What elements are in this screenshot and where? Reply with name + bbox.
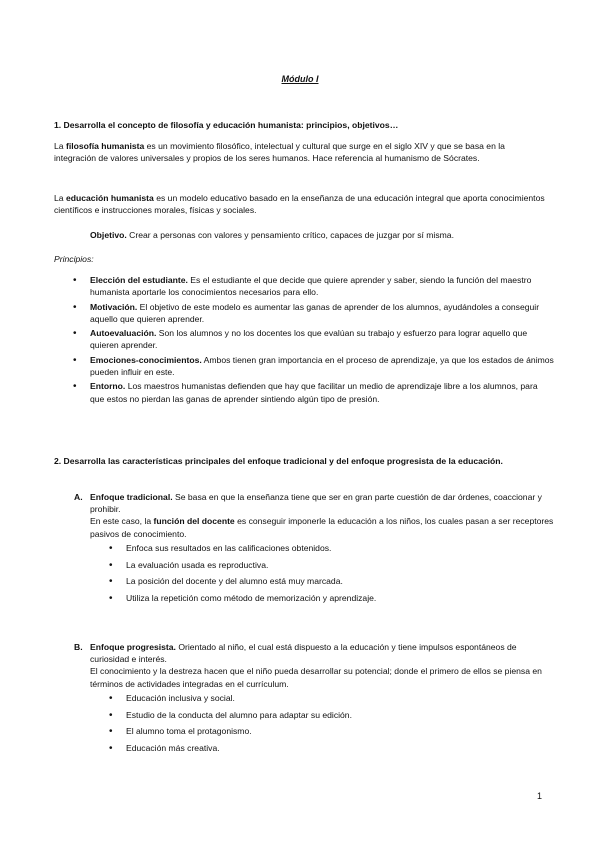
list-item: • Enfoca sus resultados en las calificaciones obtenidos. xyxy=(90,542,554,554)
text: es conseguir imponerle la educación a los niños, los cuales pasan a ser receptores pasivos de conocimiento. xyxy=(90,516,554,539)
principios-list xyxy=(54,274,554,407)
list-item: • Educación más creativa. xyxy=(90,742,554,754)
principios-label: Principios: xyxy=(54,254,94,264)
bold-term: Objetivo. xyxy=(90,230,127,240)
page-title: Módulo I xyxy=(281,74,319,84)
objetivo-line xyxy=(90,229,560,241)
text: Orientado al niño, el cual está dispuesto a la educación y tiene impulsos espontáneos de curiosidad e interés. xyxy=(90,642,517,665)
bold-term: Enfoque progresista. xyxy=(90,642,176,652)
text: es un modelo educativo basado en la enseñanza de una educación integral que aporta conocimientos científicos e instrucciones morales, físicas y sociales. xyxy=(54,193,545,216)
list-item xyxy=(54,274,554,298)
bold-term: Elección del estudiante. xyxy=(90,275,188,285)
text: En este caso, la xyxy=(90,516,154,527)
page-number: 1 xyxy=(536,791,542,801)
text: Es el estudiante el que decide que quiere aprender y saber, siendo la función del maestro humanista aportarle los conocimientos necesarios para ello. xyxy=(90,275,532,298)
bold-term: Motivación. xyxy=(90,301,138,312)
list-item: • La evaluación usada es reproductiva. xyxy=(90,559,554,571)
list-item: • El alumno toma el protagonismo. xyxy=(90,725,554,737)
text: Crear a personas con valores y pensamiento crítico, capaces de juzgar por sí misma. xyxy=(126,230,454,240)
section-paragraph xyxy=(90,641,554,665)
bold-term: educación humanista xyxy=(65,193,154,203)
section-b-enfoque-progresista xyxy=(74,641,554,759)
bold-term: Enfoque tradicional. xyxy=(90,492,173,502)
paragraph-filosofia-humanista xyxy=(54,140,546,164)
list-item xyxy=(54,301,554,325)
section-a-list xyxy=(90,542,554,604)
section-b-list xyxy=(90,692,554,754)
text: es un movimiento filosófico, intelectual y cultural que surge en el siglo XIV y que se basa en la integración de valores universales y propios de los seres humanos. Hace referencia al humanismo de Sócrates. xyxy=(54,141,505,164)
text: La xyxy=(54,193,66,203)
bold-term: función del docente xyxy=(153,516,235,527)
list-item: • Estudio de la conducta del alumno para adaptar su edición. xyxy=(90,709,554,721)
section-paragraph xyxy=(90,491,554,515)
section-paragraph xyxy=(90,515,554,539)
bold-term: Entorno. xyxy=(90,381,126,392)
text: Se basa en que la enseñanza tiene que ser en gran parte cuestión de dar órdenes, coaccionar y prohibir. xyxy=(90,492,542,515)
bold-term: filosofía humanista xyxy=(65,141,145,151)
section-letter: B. xyxy=(74,642,83,652)
section-letter: A. xyxy=(74,492,83,502)
text: Ambos tienen gran importancia en el proceso de aprendizaje, ya que los estados de ánimos pueden influir en este. xyxy=(90,354,554,377)
text: La xyxy=(54,141,66,151)
section-paragraph: El conocimiento y la destreza hacen que el niño pueda desarrollar su potencial; donde el primero de ellos se piensa en términos de actividades integradas en el currículum. xyxy=(90,666,542,689)
list-item: • La posición del docente y del alumno está muy marcada. xyxy=(90,575,554,587)
list-item: • Educación inclusiva y social. xyxy=(90,692,554,704)
bold-term: Emociones-conocimientos. xyxy=(90,354,202,365)
question-2-heading: 2. Desarrolla las características principales del enfoque tradicional y del enfoque progresista de la educación. xyxy=(54,456,503,466)
text: Los maestros humanistas defienden que hay que facilitar un medio de aprendizaje libre a los alumnos, para que estos no pierdan las ganas de aprender sintiendo algún tipo de presión. xyxy=(90,381,538,404)
list-item xyxy=(54,327,554,351)
list-item xyxy=(54,380,554,404)
question-1-heading: 1. Desarrolla el concepto de filosofía y educación humanista: principios, objetivos… xyxy=(54,120,399,130)
text: Son los alumnos y no los docentes los que evalúan su trabajo y esfuerzo para lograr aquello que quieren aprender. xyxy=(90,328,528,351)
section-body xyxy=(90,641,554,754)
paragraph-educacion-humanista xyxy=(54,192,546,216)
list-item xyxy=(54,354,554,378)
text: El objetivo de este modelo es aumentar las ganas de aprender de los alumnos, ayudándoles a conseguir aquello que quieren aprender. xyxy=(90,301,540,324)
bold-term: Autoevaluación. xyxy=(90,328,157,339)
section-body xyxy=(90,491,554,604)
section-a-enfoque-tradicional xyxy=(74,491,554,609)
list-item: • Utiliza la repetición como método de memorización y aprendizaje. xyxy=(90,592,554,604)
